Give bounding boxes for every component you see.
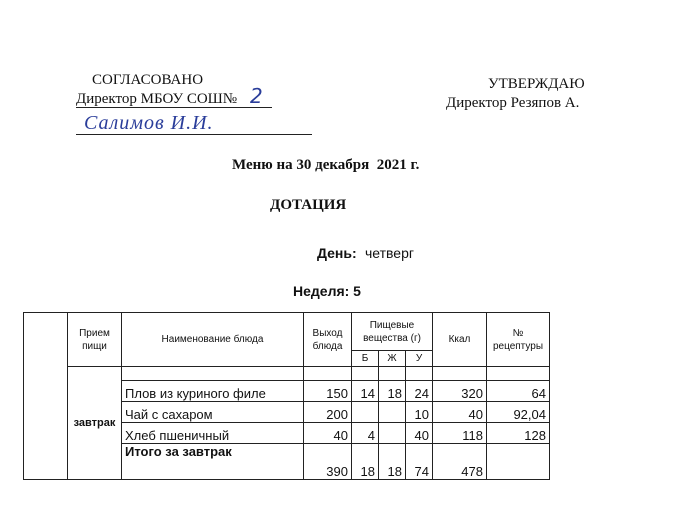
header-kcal: Ккал (433, 313, 487, 367)
dish-carbs: 24 (406, 381, 433, 402)
total-kcal: 478 (433, 444, 487, 480)
spacer-cell (122, 367, 304, 381)
dish-recipe: 128 (487, 423, 550, 444)
total-recipe (487, 444, 550, 480)
spacer-cell (487, 367, 550, 381)
day-value: четверг (365, 245, 414, 261)
header-meal: Прием пищи (68, 313, 122, 367)
header-fat: Ж (379, 351, 406, 367)
total-fat: 18 (379, 444, 406, 480)
header-nutrients: Пищевые вещества (г) (352, 313, 433, 351)
school-number: 2 (250, 84, 263, 108)
dish-yield: 200 (304, 402, 352, 423)
approved-label: СОГЛАСОВАНО (92, 72, 204, 88)
school-number-underline (76, 107, 272, 108)
dish-recipe: 64 (487, 381, 550, 402)
dish-recipe: 92,04 (487, 402, 550, 423)
approved-signature-name: Салимов И.И. (84, 112, 214, 134)
subsidy-title: ДОТАЦИЯ (270, 197, 347, 213)
dish-fat: 18 (379, 381, 406, 402)
approved-role: Директор МБОУ СОШ№ (76, 91, 238, 107)
dish-protein: 14 (352, 381, 379, 402)
dish-fat (379, 423, 406, 444)
menu-table (23, 312, 550, 480)
signature-underline (76, 134, 312, 135)
dish-name: Плов из куриного филе (122, 381, 304, 402)
dish-fat (379, 402, 406, 423)
dish-carbs: 10 (406, 402, 433, 423)
dish-kcal: 320 (433, 381, 487, 402)
total-label: Итого за завтрак (122, 444, 304, 480)
header-yield: Выход блюда (304, 313, 352, 367)
dish-yield: 150 (304, 381, 352, 402)
spacer-cell (304, 367, 352, 381)
menu-title: Меню на 30 декабря 2021 г. (232, 157, 420, 173)
header-dish: Наименование блюда (122, 313, 304, 367)
total-yield: 390 (304, 444, 352, 480)
spacer-cell (433, 367, 487, 381)
total-protein: 18 (352, 444, 379, 480)
dish-name: Чай с сахаром (122, 402, 304, 423)
total-carbs: 74 (406, 444, 433, 480)
dish-protein: 4 (352, 423, 379, 444)
header-carbs: У (406, 351, 433, 367)
header-protein: Б (352, 351, 379, 367)
dish-kcal: 118 (433, 423, 487, 444)
spacer-cell (406, 367, 433, 381)
dish-name: Хлеб пшеничный (122, 423, 304, 444)
spacer-cell (352, 367, 379, 381)
meal-name: завтрак (68, 367, 122, 480)
blank-margin-cell (24, 313, 68, 480)
confirmed-role: Директор Резяпов А. (446, 95, 580, 111)
confirmed-label: УТВЕРЖДАЮ (488, 76, 585, 92)
spacer-cell (379, 367, 406, 381)
dish-protein (352, 402, 379, 423)
day-label: День: (317, 245, 357, 261)
dish-kcal: 40 (433, 402, 487, 423)
header-recipe: № рецептуры (487, 313, 550, 367)
week-label: Неделя: 5 (293, 283, 361, 299)
dish-carbs: 40 (406, 423, 433, 444)
dish-yield: 40 (304, 423, 352, 444)
